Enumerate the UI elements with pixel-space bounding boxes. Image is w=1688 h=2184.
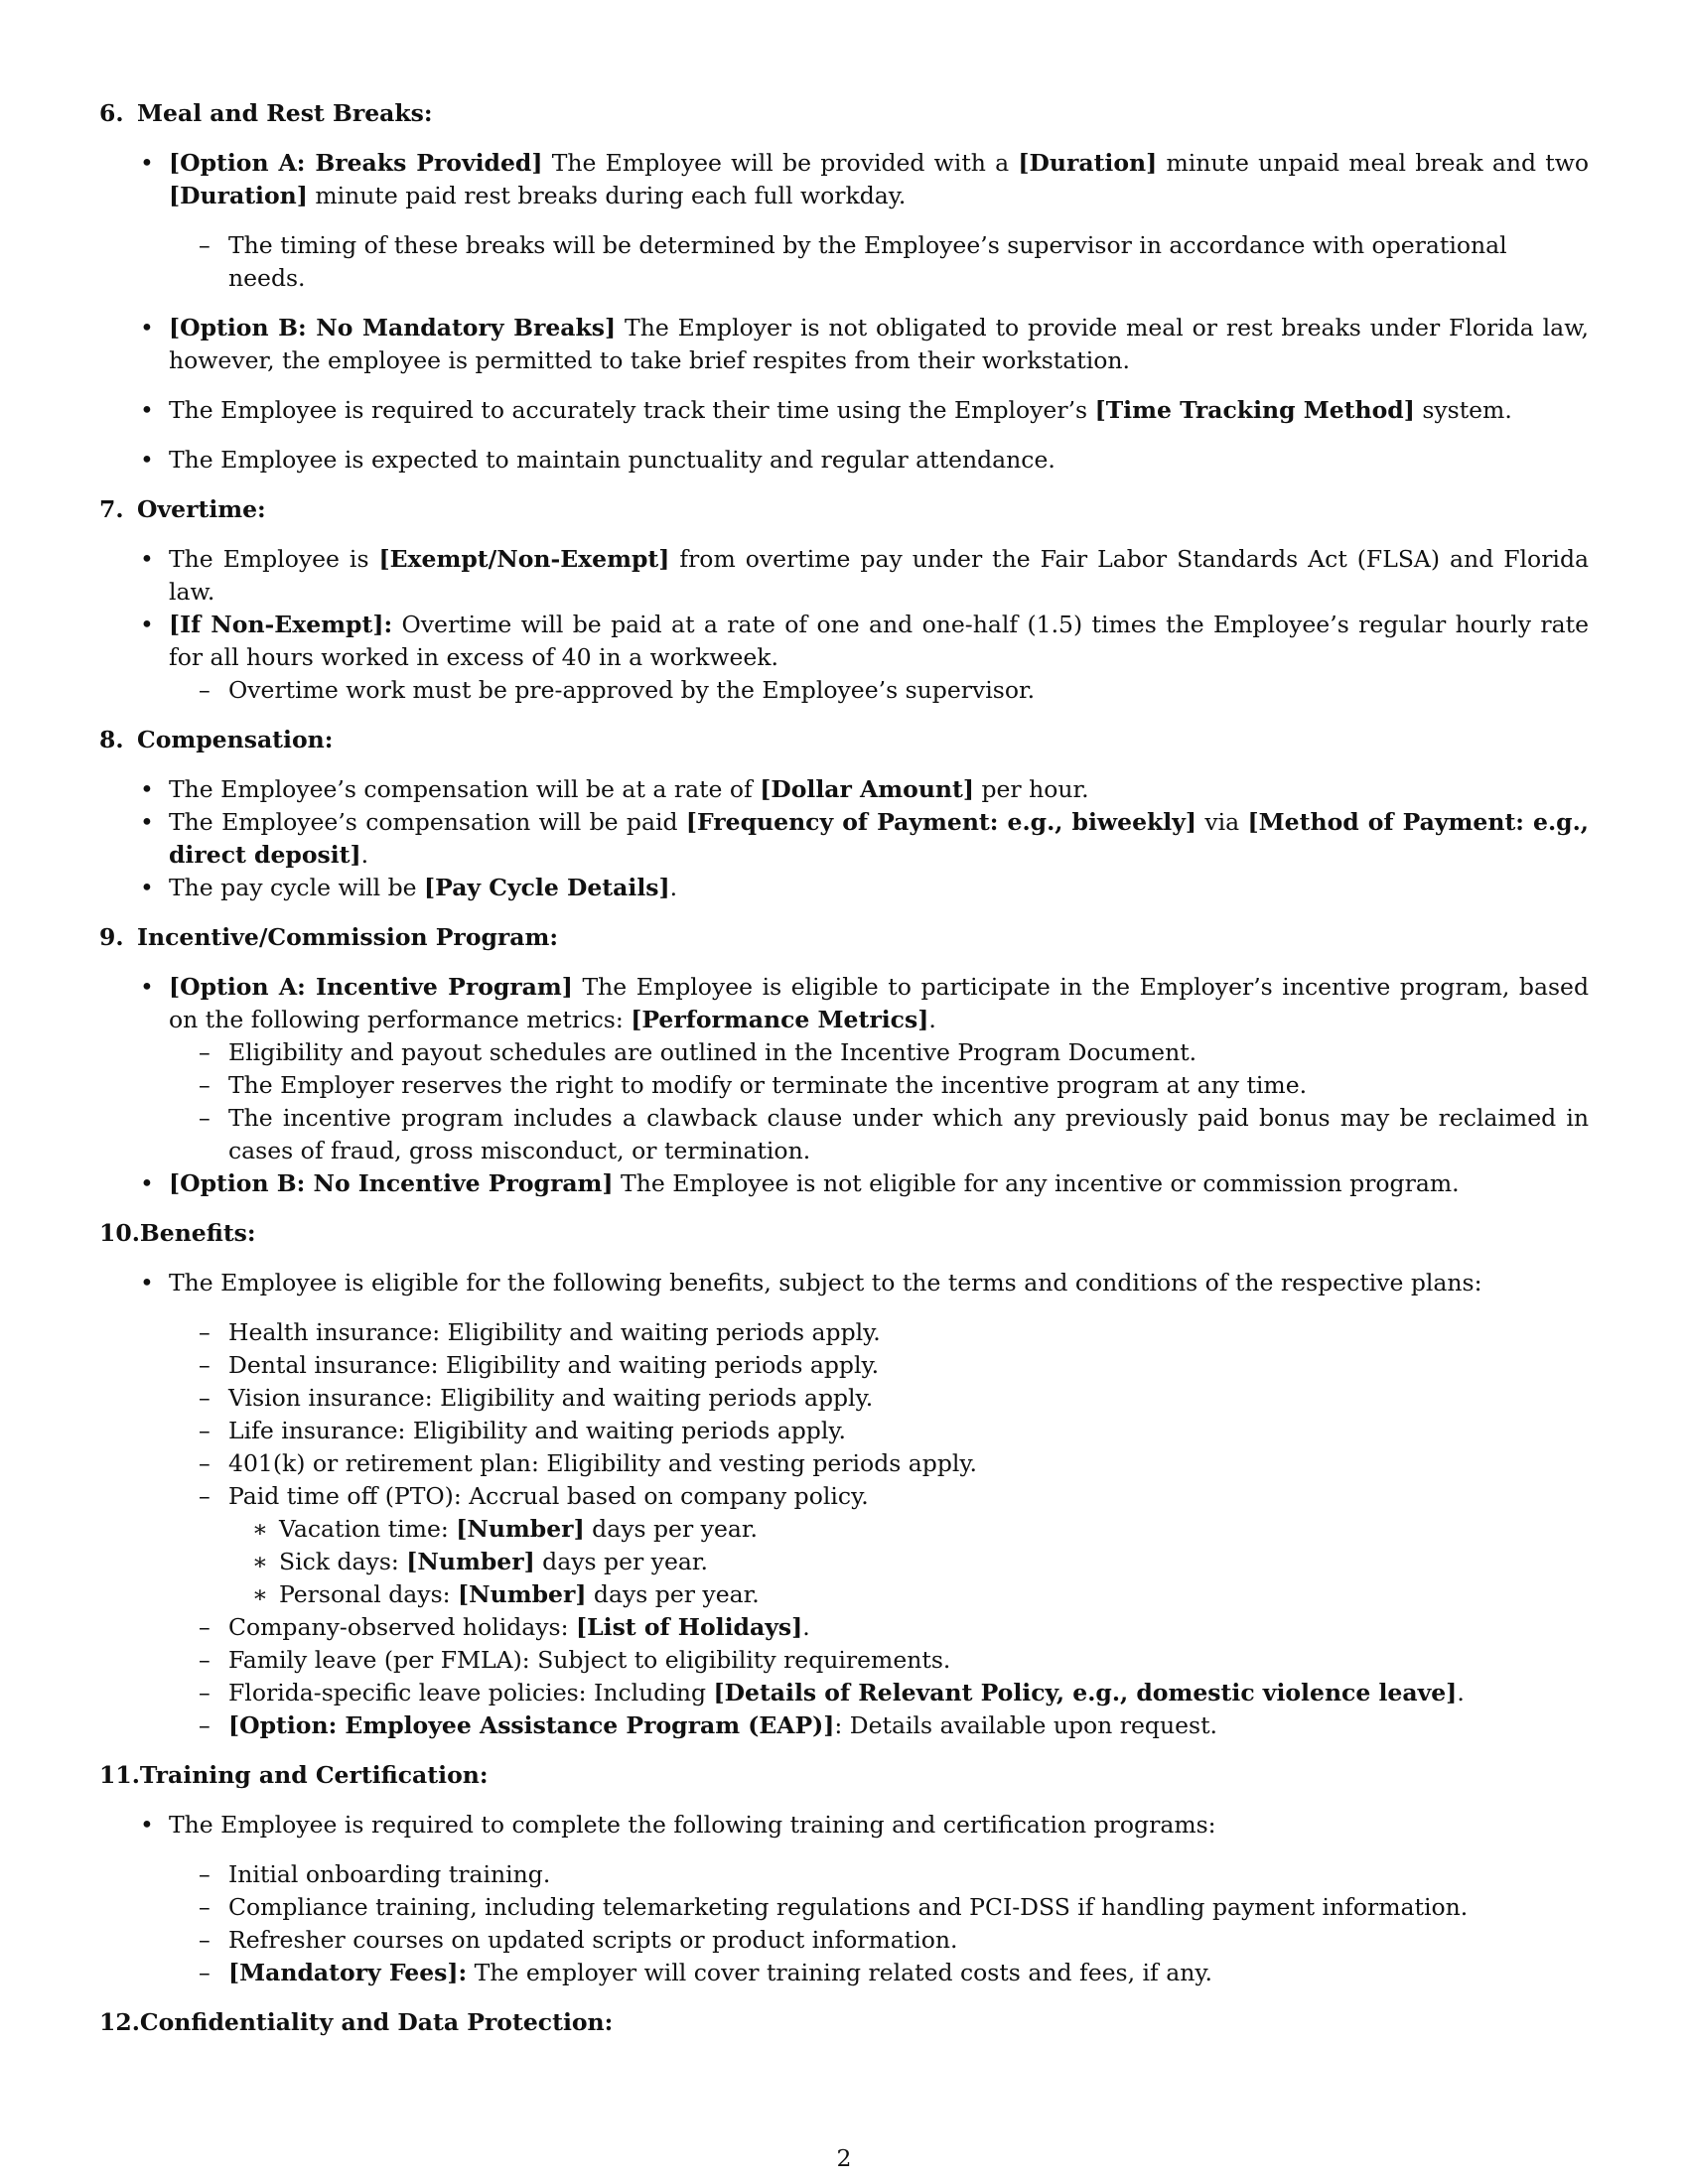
list-item: • The Employee is required to complete the following training and certification programs: [99,1809,1589,1842]
section-training-certification [99,1759,1589,1989]
sub-sub-list [99,1513,1589,1611]
text: via [1196,808,1248,836]
text: from overtime pay under the Fair Labor Standards Act (FLSA) and Florida law. [169,545,1589,606]
option-label: [Option B: No Incentive Program] [169,1169,614,1197]
section-meal-rest-breaks [99,97,1589,477]
document-page [99,97,1589,2056]
sub-list [99,1858,1589,1989]
sub-list-item: – Compliance training, including telemarketing regulations and PCI-DSS if handling payment information. [99,1891,1589,1924]
list-item [99,1167,1589,1200]
sub-list-item: – Dental insurance: Eligibility and waiting periods apply. [99,1349,1589,1382]
section-benefits [99,1217,1589,1742]
text: The pay cycle will be [169,874,425,901]
section-title: Overtime: [137,495,266,523]
text: The Employer is not obligated to provide meal or rest breaks under Florida law, however, the employee is permitted to take brief respites from their workstation. [169,314,1589,374]
option-label: [If Non-Exempt]: [169,611,393,638]
section-incentive-program [99,921,1589,1200]
placeholder-field: [Pay Cycle Details] [424,874,670,901]
section-heading [99,921,1589,954]
section-number: 9. [99,923,124,951]
section-number: 6. [99,99,124,127]
placeholder-field: [Frequency of Payment: e.g., biweekly] [685,808,1196,836]
text: . [360,841,369,869]
text: days per year. [584,1515,758,1543]
text: Sick days: [279,1548,407,1575]
text: per hour. [973,775,1089,803]
text: . [802,1613,810,1641]
section-heading [99,1759,1589,1792]
sub-list [99,1036,1589,1167]
sub-list [99,1611,1589,1742]
page-number: 2 [836,2144,852,2172]
section-title: Training and Certification: [139,1761,489,1789]
text: : Details available upon request. [834,1711,1217,1739]
placeholder-field: [Exempt/Non-Exempt] [378,545,670,573]
placeholder-field: [Details of Relevant Policy, e.g., domestic violence leave] [713,1679,1458,1706]
placeholder-field: [Duration] [169,182,308,209]
text: The employer will cover training related costs and fees, if any. [467,1959,1212,1986]
text: Vacation time: [279,1515,457,1543]
section-number: 10. [99,1219,140,1247]
section-heading [99,724,1589,756]
section-heading [99,97,1589,130]
list-item [99,543,1589,609]
text: The Employee is not eligible for any incentive or commission program. [613,1169,1460,1197]
bullet-list [99,773,1589,904]
placeholder-field: [List of Holidays] [576,1613,803,1641]
sub-list-item [99,1611,1589,1644]
sub-list-item: – Family leave (per FMLA): Subject to eligibility requirements. [99,1644,1589,1677]
section-title: Incentive/Commission Program: [137,923,559,951]
sub-list [99,674,1589,707]
option-label: [Option: Employee Assistance Program (EAP)] [228,1711,835,1739]
text: The Employee is [169,545,379,573]
sub-list-item: – Paid time off (PTO): Accrual based on company policy. [99,1480,1589,1513]
sub-sub-list-item [99,1513,1589,1546]
text: minute paid rest breaks during each full workday. [307,182,907,209]
list-item [99,609,1589,674]
sub-list-item [99,1957,1589,1989]
text: . [928,1006,936,1033]
text: system. [1414,396,1512,424]
placeholder-field: [Performance Metrics] [631,1006,929,1033]
placeholder-field: [Duration] [1018,149,1158,177]
text: The Employee is eligible to participate in the Employer’s incentive program, based on the following performance metrics: [169,973,1589,1033]
bullet-list [99,1809,1589,1842]
sub-list-item: – Refresher courses on updated scripts or product information. [99,1924,1589,1957]
section-number: 11. [99,1761,140,1789]
placeholder-field: [Number] [456,1515,585,1543]
list-item: • The Employee is expected to maintain punctuality and regular attendance. [99,444,1589,477]
bullet-list [99,312,1589,477]
section-heading [99,493,1589,526]
sub-list-item: – Eligibility and payout schedules are outlined in the Incentive Program Document. [99,1036,1589,1069]
sub-list-item [99,1709,1589,1742]
list-item [99,147,1589,212]
section-heading [99,1217,1589,1250]
section-number: 8. [99,726,124,753]
placeholder-field: [Dollar Amount] [760,775,974,803]
sub-list-item: – Life insurance: Eligibility and waiting periods apply. [99,1415,1589,1447]
section-number: 12. [99,2008,140,2036]
sub-list-item: – Vision insurance: Eligibility and waiting periods apply. [99,1382,1589,1415]
section-compensation [99,724,1589,904]
bullet-list [99,147,1589,212]
section-title: Confidentiality and Data Protection: [139,2008,614,2036]
bullet-list [99,1267,1589,1299]
list-item [99,872,1589,904]
list-item [99,971,1589,1036]
list-item [99,312,1589,377]
text: The Employee is required to accurately track their time using the Employer’s [169,396,1095,424]
option-label: [Option B: No Mandatory Breaks] [169,314,617,341]
text: . [669,874,678,901]
text: Overtime will be paid at a rate of one and one-half (1.5) times the Employee’s regular hourly rate for all hours worked in excess of 40 in a workweek. [169,611,1589,671]
section-heading [99,2006,1589,2039]
sub-list-item: – 401(k) or retirement plan: Eligibility and vesting periods apply. [99,1447,1589,1480]
placeholder-field: [Number] [458,1580,587,1608]
placeholder-field: [Number] [406,1548,535,1575]
placeholder-field: [Method of Payment: e.g., direct deposit] [169,808,1589,869]
option-label: [Option A: Breaks Provided] [169,149,543,177]
sub-list-item: – Initial onboarding training. [99,1858,1589,1891]
section-confidentiality [99,2006,1589,2039]
placeholder-field: [Time Tracking Method] [1094,396,1415,424]
bullet-list [99,1167,1589,1200]
text: days per year. [586,1580,760,1608]
bullet-list [99,971,1589,1036]
list-item: • The Employee is eligible for the following benefits, subject to the terms and conditions of the respective plans: [99,1267,1589,1299]
section-number: 7. [99,495,124,523]
list-item [99,394,1589,427]
sub-list-item: – The incentive program includes a clawback clause under which any previously paid bonus may be reclaimed in cases of fraud, gross misconduct, or termination. [99,1102,1589,1167]
section-title: Compensation: [137,726,334,753]
sub-sub-list-item [99,1546,1589,1578]
sub-list-item: – Overtime work must be pre-approved by the Employee’s supervisor. [99,674,1589,707]
section-title: Benefits: [139,1219,256,1247]
bullet-list [99,543,1589,674]
list-item [99,806,1589,872]
text: Personal days: [279,1580,459,1608]
option-label: [Mandatory Fees]: [228,1959,468,1986]
text: The Employee’s compensation will be paid [169,808,686,836]
sub-list-item [99,1677,1589,1709]
text: The Employee’s compensation will be at a rate of [169,775,761,803]
text: minute unpaid meal break and two [1157,149,1589,177]
text: Florida-specific leave policies: Including [228,1679,714,1706]
text: . [1457,1679,1465,1706]
option-label: [Option A: Incentive Program] [169,973,573,1001]
text: days per year. [534,1548,709,1575]
sub-list-item: – The timing of these breaks will be determined by the Employee’s supervisor in accordance with operational needs. [99,229,1589,295]
sub-sub-list-item [99,1578,1589,1611]
section-overtime [99,493,1589,707]
text: The Employee will be provided with a [542,149,1019,177]
sub-list-item: – Health insurance: Eligibility and waiting periods apply. [99,1316,1589,1349]
sub-list [99,229,1589,295]
text: Company-observed holidays: [228,1613,576,1641]
section-title: Meal and Rest Breaks: [137,99,433,127]
list-item [99,773,1589,806]
sub-list-item: – The Employer reserves the right to modify or terminate the incentive program at any time. [99,1069,1589,1102]
sub-list [99,1316,1589,1513]
